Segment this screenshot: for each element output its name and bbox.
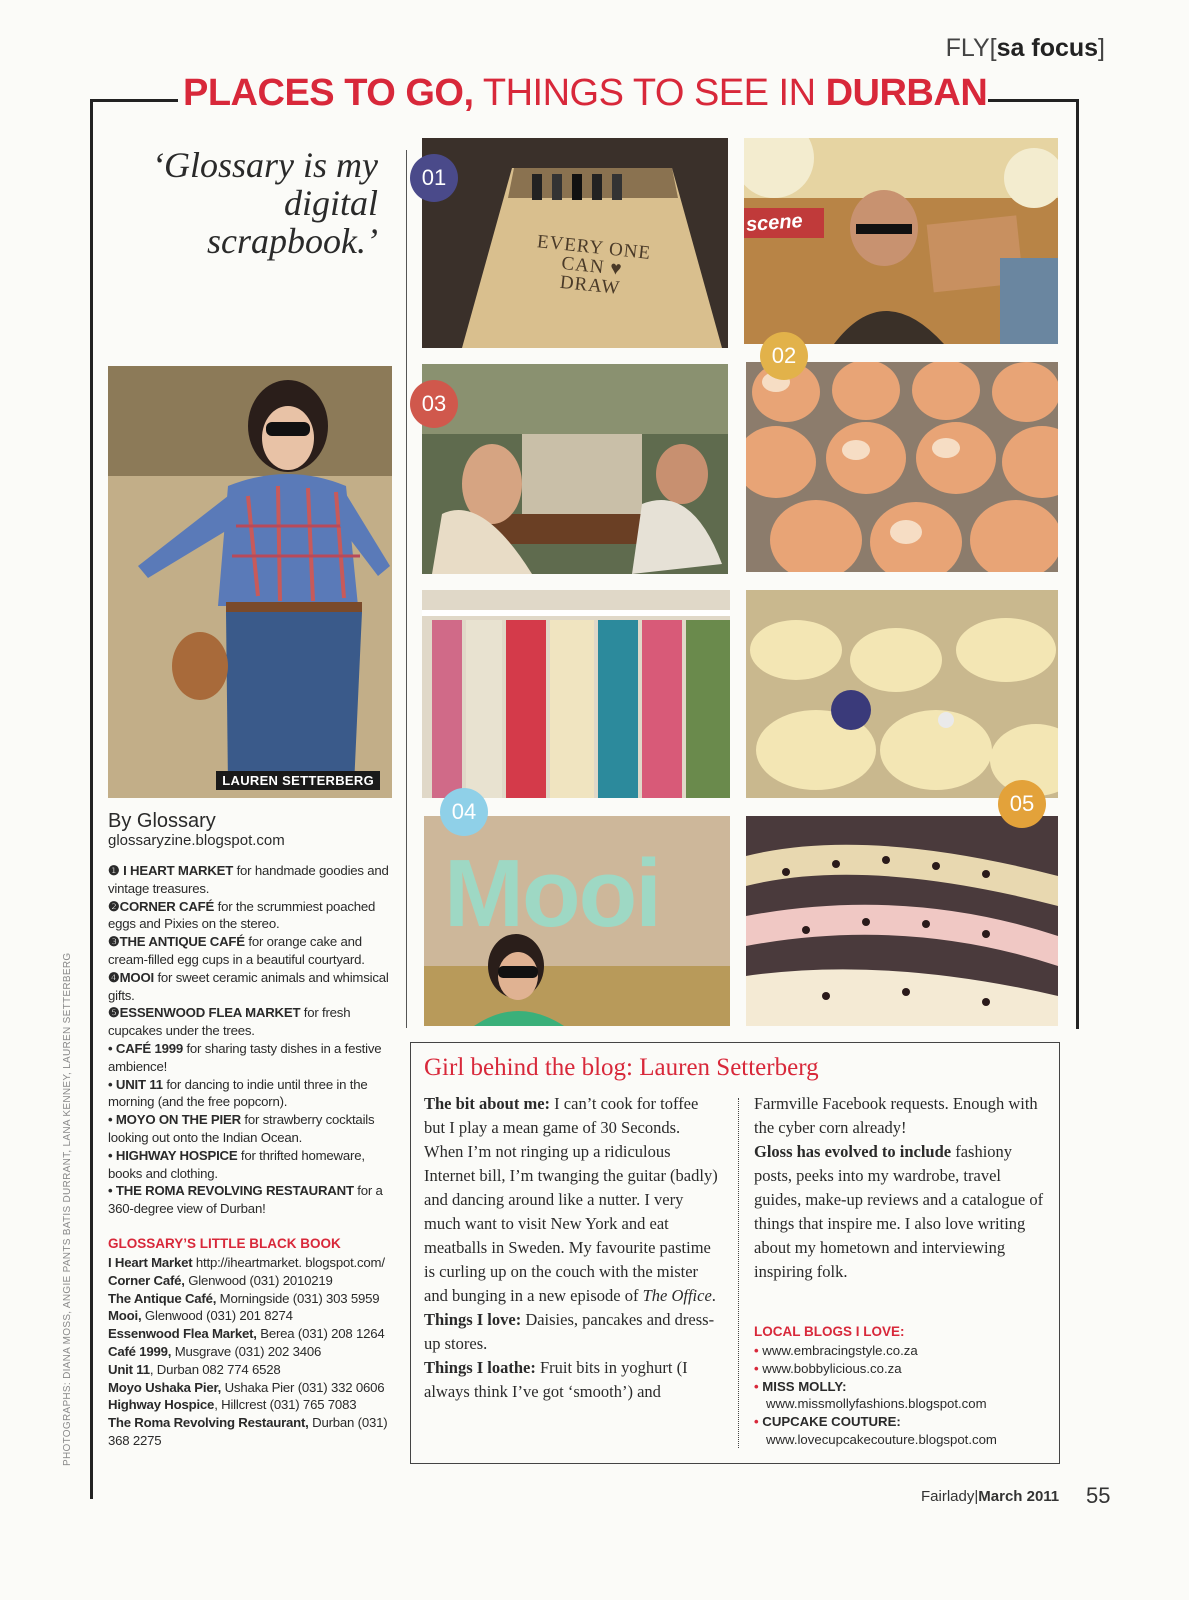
list-item	[108, 1325, 404, 1343]
venue-detail: , Hillcrest (031) 765 7083	[214, 1397, 357, 1413]
venue-detail: Glenwood (031) 2010219	[184, 1272, 333, 1288]
list-marker: ❹	[108, 969, 120, 985]
gloss-paragraph	[754, 1140, 1052, 1284]
header-rule-left	[90, 99, 178, 102]
badge-04: 04	[440, 788, 488, 836]
blog-label: CUPCAKE COUTURE:	[762, 1414, 901, 1430]
badge-01: 01	[410, 154, 458, 202]
place-name: CAFÉ 1999	[115, 1040, 183, 1056]
list-marker: •	[108, 1040, 113, 1056]
blog-link[interactable]: www.embracingstyle.co.za	[762, 1343, 918, 1358]
bullet-icon: •	[754, 1378, 759, 1394]
list-marker: •	[108, 1076, 113, 1092]
column-divider	[406, 150, 407, 1028]
place-desc: for sharing tasty dishes in a festive ambience!	[108, 1040, 382, 1074]
frame-rule-left	[90, 99, 93, 1499]
magazine-name: Fairlady	[921, 1488, 975, 1505]
photo-credit: PHOTOGRAPHS: DIANA MOSS, ANGIE PANTS BATIS DURRANT, LANA KENNEY, LAUREN SETTERBERG	[62, 952, 73, 1466]
place-desc: for thrifted homeware, books and clothing.	[108, 1147, 365, 1181]
love-label: Things I love:	[424, 1310, 522, 1329]
cupcakes-illustration	[746, 590, 1058, 798]
local-blogs-list	[754, 1342, 1054, 1449]
list-item	[108, 969, 398, 1005]
little-black-book-title: GLOSSARY’S LITTLE BLACK BOOK	[108, 1236, 341, 1251]
venue-detail: Durban (031) 368 2275	[108, 1415, 388, 1448]
about-label: The bit about me:	[424, 1094, 551, 1113]
place-name: MOOI	[119, 969, 154, 985]
place-name: MOYO ON THE PIER	[115, 1112, 241, 1128]
byline-url[interactable]: glossaryzine.blogspot.com	[108, 832, 285, 849]
list-item	[754, 1413, 1054, 1449]
love-paragraph	[424, 1308, 722, 1356]
page-number: 55	[1086, 1483, 1111, 1508]
cafe-sign-text: scene	[745, 210, 804, 236]
clothing-rack-illustration	[422, 590, 730, 798]
portrait-caption: LAUREN SETTERBERG	[216, 771, 380, 790]
badge-03: 03	[410, 380, 458, 428]
section-prefix: FLY	[945, 34, 990, 62]
col2-paragraph: Farmville Facebook requests. Enough with the cyber corn already!	[754, 1094, 1038, 1137]
list-item	[754, 1378, 1054, 1414]
venue-name: I Heart Market	[108, 1255, 193, 1270]
little-black-book-list	[108, 1254, 404, 1450]
photo-draw-box	[422, 138, 728, 348]
venue-name: Mooi,	[108, 1308, 142, 1324]
venue-name: The Antique Café,	[108, 1290, 217, 1306]
place-desc: for the scrummiest poached eggs and Pixies on the stereo.	[108, 898, 376, 932]
venue-name: The Roma Revolving Restaurant,	[108, 1415, 309, 1431]
place-desc: for sweet ceramic animals and whimsical gifts.	[108, 969, 389, 1003]
section-bracket-close: ]	[1098, 34, 1105, 62]
list-marker: •	[108, 1147, 113, 1163]
pull-quote: ‘Glossary is my digital scrapbook.’	[152, 145, 378, 261]
place-desc: for orange cake and cream-filled egg cups in a beautiful courtyard.	[108, 934, 365, 967]
page-headline	[183, 74, 987, 112]
list-item	[108, 1076, 398, 1112]
list-marker: •	[108, 1183, 113, 1199]
list-item	[108, 1414, 404, 1450]
venue-name: Café 1999,	[108, 1343, 172, 1359]
photo-clothing-rack	[422, 590, 730, 798]
about-text: I can’t cook for toffee but I play a mean game of 30 Seconds. When I’m not ringing up a ridiculous Internet bill, I’m twanging the guitar (badly) and dancing around like a nutter. I very much want to visit New York and eat meatballs in Sweden. My favourite pastime is curling up on the couch with the mister and bunging in a new episode of	[424, 1094, 718, 1305]
place-name: UNIT 11	[115, 1076, 163, 1092]
about-paragraph	[424, 1092, 722, 1308]
draw-box-text: EVERY ONE CAN ♥ DRAW	[536, 231, 652, 300]
headline-part-1: PLACES TO GO,	[183, 72, 474, 114]
list-item	[108, 898, 398, 934]
venue-detail: Morningside (031) 303 5959	[216, 1290, 380, 1306]
antique-cafe-illustration	[422, 364, 728, 574]
byline: By Glossary	[108, 810, 216, 832]
frame-rule-right	[1076, 99, 1079, 1029]
portrait-illustration	[108, 366, 392, 798]
list-marker: •	[108, 1112, 113, 1128]
section-focus: sa focus	[996, 34, 1099, 62]
list-item	[108, 1147, 398, 1183]
badge-05: 05	[998, 780, 1046, 828]
bullet-icon: •	[754, 1343, 759, 1358]
loathe-text: Fruit bits in yoghurt (I always think I’ve got ‘smooth’) and	[424, 1358, 688, 1401]
place-desc: for strawberry cocktails looking out onto the Indian Ocean.	[108, 1112, 375, 1145]
bullet-icon: •	[754, 1414, 759, 1430]
place-name: CORNER CAFÉ	[119, 898, 215, 914]
venue-name: Highway Hospice	[108, 1397, 215, 1413]
place-desc: for fresh cupcakes under the trees.	[108, 1005, 351, 1039]
list-item	[108, 933, 398, 969]
blog-label: MISS MOLLY:	[762, 1378, 847, 1394]
place-name: THE ROMA REVOLVING RESTAURANT	[115, 1183, 354, 1199]
list-item	[108, 1307, 404, 1325]
bullet-icon: •	[754, 1360, 759, 1376]
page-footer	[921, 1488, 1059, 1505]
venue-detail: , Durban 082 774 6528	[149, 1361, 281, 1377]
blog-box-title: Girl behind the blog: Lauren Setterberg	[424, 1054, 819, 1081]
list-marker: ❺	[108, 1005, 120, 1021]
place-name: HIGHWAY HOSPICE	[115, 1147, 238, 1163]
venue-detail: http://iheartmarket. blogspot.com/	[192, 1255, 385, 1270]
eggs-illustration	[746, 362, 1058, 572]
headline-part-3: DURBAN	[825, 72, 988, 114]
list-item	[108, 1396, 404, 1414]
venue-name: Moyo Ushaka Pier,	[108, 1379, 222, 1395]
list-item	[108, 1111, 398, 1147]
footer-separator: |	[974, 1488, 979, 1505]
venue-name: Unit 11	[108, 1361, 150, 1377]
photo-eggs	[746, 362, 1058, 572]
blog-box-column-1	[424, 1092, 722, 1404]
loathe-label: Things I loathe:	[424, 1358, 536, 1377]
list-item	[108, 862, 398, 898]
place-name: I HEART MARKET	[123, 863, 234, 878]
list-item	[108, 1379, 404, 1397]
place-desc: for dancing to indie until three in the morning (and the free popcorn).	[108, 1076, 368, 1110]
show-title: The Office	[642, 1286, 712, 1305]
photo-antique-cafe	[422, 364, 728, 574]
love-text: Daisies, pancakes and dress-up stores.	[424, 1310, 715, 1353]
list-item	[108, 1343, 404, 1361]
portrait-photo	[108, 366, 392, 798]
list-item	[754, 1342, 1054, 1360]
blog-link[interactable]: www.lovecupcakecouture.blogspot.com	[766, 1431, 997, 1447]
photo-cupcakes	[746, 590, 1058, 798]
list-item	[108, 1254, 404, 1272]
gloss-label: Gloss has evolved to include	[754, 1142, 952, 1161]
local-blogs-title: LOCAL BLOGS I LOVE:	[754, 1324, 905, 1339]
places-list	[108, 862, 398, 1218]
venue-detail: Glenwood (031) 201 8274	[141, 1308, 293, 1324]
venue-detail: Berea (031) 208 1264	[256, 1326, 385, 1342]
photo-ribbons	[746, 816, 1058, 1026]
list-item	[108, 1040, 398, 1076]
ribbons-illustration	[746, 816, 1058, 1026]
gloss-text: fashiony posts, peeks into my wardrobe, travel guides, make-up reviews and a catalogue of things that inspire me. I also love writing about my hometown and interviewing inspiring folk.	[754, 1142, 1044, 1281]
venue-detail: Musgrave (031) 202 3406	[171, 1343, 322, 1359]
list-marker: ❷	[108, 898, 120, 914]
headline-part-2: THINGS TO SEE IN	[473, 72, 826, 114]
place-name: ESSENWOOD FLEA MARKET	[119, 1005, 301, 1021]
list-item	[108, 1004, 398, 1040]
blog-box-divider	[738, 1098, 739, 1448]
list-item	[754, 1360, 1054, 1378]
list-item	[108, 1182, 398, 1218]
list-marker: ❸	[108, 934, 120, 950]
issue-date: March 2011	[978, 1488, 1060, 1505]
blog-link[interactable]: www.bobbylicious.co.za	[762, 1360, 902, 1376]
section-tag	[946, 34, 1105, 63]
place-name: THE ANTIQUE CAFÉ	[119, 934, 245, 950]
list-marker: ❶	[108, 863, 120, 878]
section-bracket-open: [	[989, 34, 997, 62]
loathe-paragraph	[424, 1356, 722, 1404]
blog-link[interactable]: www.missmollyfashions.blogspot.com	[766, 1396, 987, 1412]
cafe-man-illustration	[744, 138, 1058, 344]
list-item	[108, 1290, 404, 1308]
mooi-mosaic-text: Mooi	[444, 840, 660, 947]
photo-mooi	[424, 816, 730, 1026]
place-desc: for a 360-degree view of Durban!	[108, 1183, 383, 1217]
venue-name: Essenwood Flea Market,	[108, 1326, 257, 1342]
about-end: .	[711, 1286, 716, 1305]
list-item	[108, 1361, 404, 1379]
photo-cafe-man	[744, 138, 1058, 344]
blog-box-column-2	[754, 1092, 1052, 1284]
place-desc: for handmade goodies and vintage treasures.	[108, 863, 389, 896]
header-rule-right	[988, 99, 1078, 102]
badge-02: 02	[760, 332, 808, 380]
list-item	[108, 1272, 404, 1290]
venue-name: Corner Café,	[108, 1272, 185, 1288]
venue-detail: Ushaka Pier (031) 332 0606	[221, 1379, 385, 1395]
